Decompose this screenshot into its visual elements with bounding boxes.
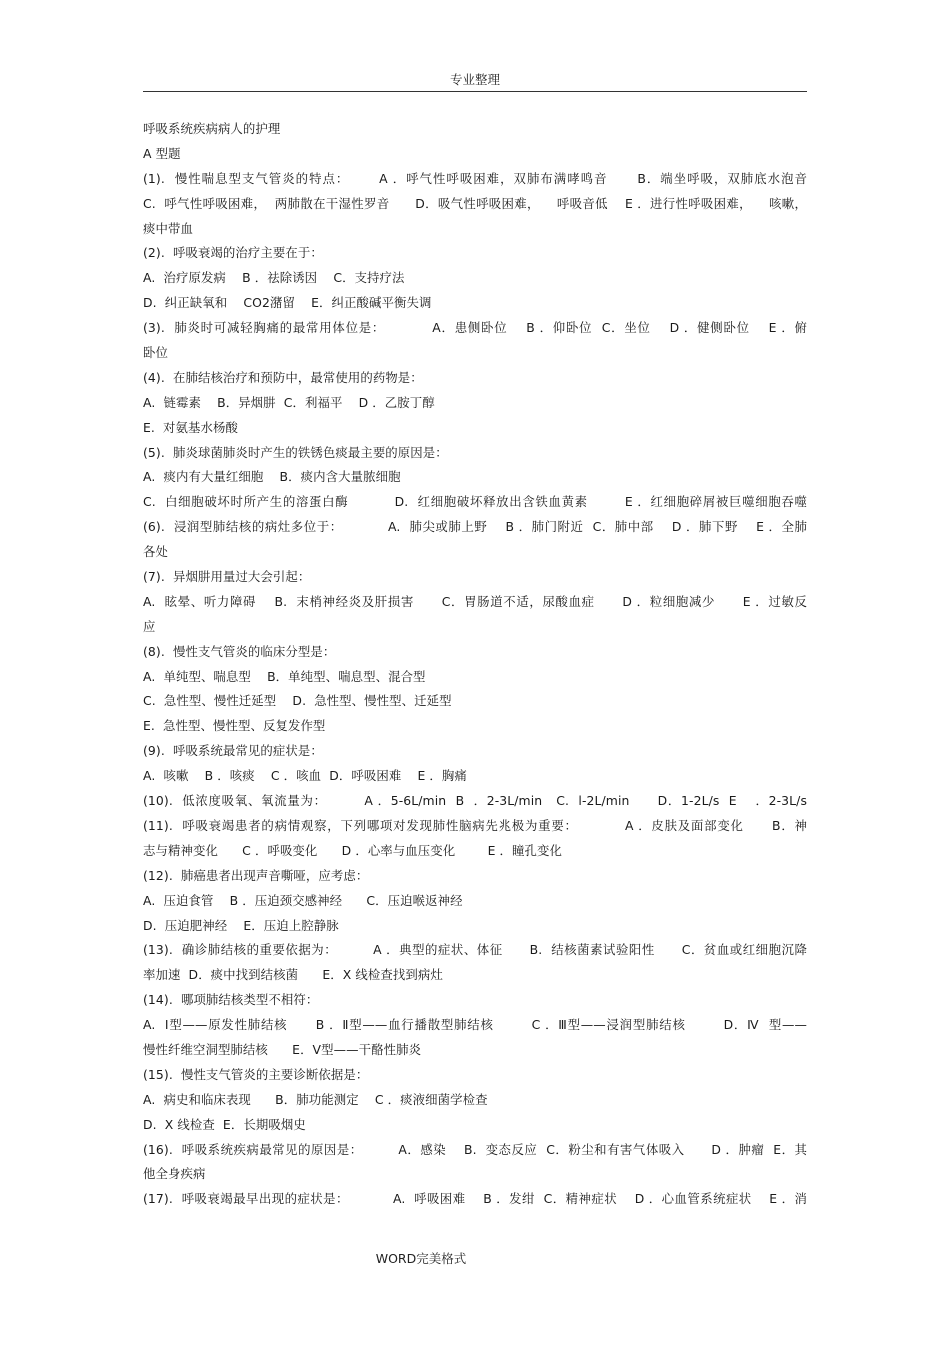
text-line: (11). 呼吸衰竭患者的病情观察，下列哪项对发现肺性脑病先兆极为重要： A ．皮肤及面部变化 B．神 (143, 817, 807, 833)
text-line: 率加速 D．痰中找到结核菌 E．X 线检查找到病灶 (143, 967, 443, 983)
text-line: D. 纠正缺氧和 CO2潴留 E．纠正酸碱平衡失调 (143, 295, 432, 311)
text-line: E. 急性型、慢性型、反复发作型 (143, 718, 326, 734)
text-line: (16). 呼吸系统疾病最常见的原因是： A．感染 B. 变态反应 C．粉尘和有害气体吸入 D ．肿瘤 E．其 (143, 1141, 807, 1157)
page-header: 专业整理 (449, 72, 500, 87)
text-line: A. 压迫食管 B ．压迫颈交感神经 C．压迫喉返神经 (143, 892, 463, 908)
text-line: A. 单纯型、喘息型 B．单纯型、喘息型、混合型 (143, 668, 426, 684)
text-line: (7). 异烟肼用量过大会引起： (143, 569, 311, 585)
text-line: D. X 线检查 E．长期吸烟史 (143, 1116, 306, 1132)
text-line: (6). 浸润型肺结核的病灶多位于： A. 肺尖或肺上野 B ．肺门附近 C．肺中部 D ．肺下野 E ．全肺 (143, 519, 807, 535)
text-line: 痰中带血 (143, 220, 193, 236)
text-line: A. 痰内有大量红细胞 B．痰内含大量脓细胞 (143, 469, 401, 485)
page-footer: WORD完美格式 (375, 1251, 467, 1266)
text-line: C. 呼气性呼吸困难， 两肺散在干湿性罗音 D．吸气性呼吸困难， 呼吸音低 E ．进行性呼吸困难， 咳嗽， (143, 195, 807, 211)
text-line: A 型题 (143, 145, 181, 161)
text-line: (15). 慢性支气管炎的主要诊断依据是： (143, 1066, 369, 1082)
text-line: 呼吸系统疾病病人的护理 (143, 121, 281, 136)
text-line: (2). 呼吸衰竭的治疗主要在于： (143, 245, 323, 261)
text-line: (13). 确诊肺结核的重要依据为： A ．典型的症状、体征 B. 结核菌素试验阳性 C．贫血或红细胞沉降 (143, 942, 807, 958)
text-line: A. 眩晕、听力障碍 B. 末梢神经炎及肝损害 C．胃肠道不适，尿酸血症 D ．粒细胞减少 E ．过敏反 (143, 593, 807, 609)
text-line: 应 (143, 618, 156, 634)
text-line: C. 急性型、慢性迁延型 D. 急性型、慢性型、迁延型 (143, 693, 452, 709)
text-line: (8). 慢性支气管炎的临床分型是： (143, 643, 336, 659)
text-line: C. 白细胞破坏时所产生的溶蛋白酶 D. 红细胞破坏释放出含铁血黄素 E ．红细胞碎屑被巨噬细胞吞噬 (143, 494, 807, 510)
text-line: A. 链霉素 B．异烟肼 C．利福平 D ．乙胺丁醇 (143, 394, 435, 410)
text-line: A. Ⅰ型——原发性肺结核 B ．Ⅱ型——血行播散型肺结核 C ．Ⅲ型——浸润型肺结核 D．Ⅳ 型—— (143, 1017, 807, 1033)
text-line: (10). 低浓度吸氧、氧流量为： A ．5-6L/min B ．2-3L/min C. l-2L/min D．1-2L/s E ．2-3L/s (143, 793, 807, 809)
text-line: (3). 肺炎时可减轻胸痛的最常用体位是： A．患侧卧位 B ．仰卧位 C．坐位 D ．健侧卧位 E ．俯 (143, 320, 807, 336)
text-line: A. 治疗原发病 B ．祛除诱因 C．支持疗法 (143, 270, 405, 286)
text-line: (1). 慢性喘息型支气管炎的特点： A ．呼气性呼吸困难，双肺布满哮鸣音 B．端坐呼吸，双肺底水泡音 (143, 170, 807, 186)
text-line: (5). 肺炎球菌肺炎时产生的铁锈色痰最主要的原因是： (143, 444, 448, 460)
text-line: 慢性纤维空洞型肺结核 E．Ⅴ型——干酪性肺炎 (143, 1041, 422, 1057)
text-line: 各处 (143, 544, 168, 560)
text-line: 卧位 (143, 345, 168, 361)
header-rule (143, 91, 807, 92)
text-line: 他全身疾病 (143, 1166, 206, 1182)
text-line: (14). 哪项肺结核类型不相符： (143, 992, 319, 1008)
text-line: (17). 呼吸衰竭最早出现的症状是： A. 呼吸困难 B ．发绀 C．精神症状 D ．心血管系统症状 E ．消 (143, 1191, 807, 1207)
text-line: A. 咳嗽 B ．咳痰 C ．咳血 D．呼吸困难 E ．胸痛 (143, 768, 467, 784)
text-line: (4). 在肺结核治疗和预防中，最常使用的药物是： (143, 369, 423, 385)
text-line: E. 对氨基水杨酸 (143, 419, 238, 435)
document-body (143, 117, 807, 1212)
text-line: (9). 呼吸系统最常见的症状是： (143, 743, 323, 759)
text-line: D. 压迫肥神经 E．压迫上腔静脉 (143, 917, 339, 933)
text-line: 志与精神变化 C ．呼吸变化 D ．心率与血压变化 E ．瞳孔变化 (143, 842, 562, 858)
text-line: (12). 肺癌患者出现声音嘶哑，应考虑： (143, 867, 369, 883)
text-line: A. 病史和临床表现 B．肺功能测定 C ．痰液细菌学检查 (143, 1091, 488, 1107)
